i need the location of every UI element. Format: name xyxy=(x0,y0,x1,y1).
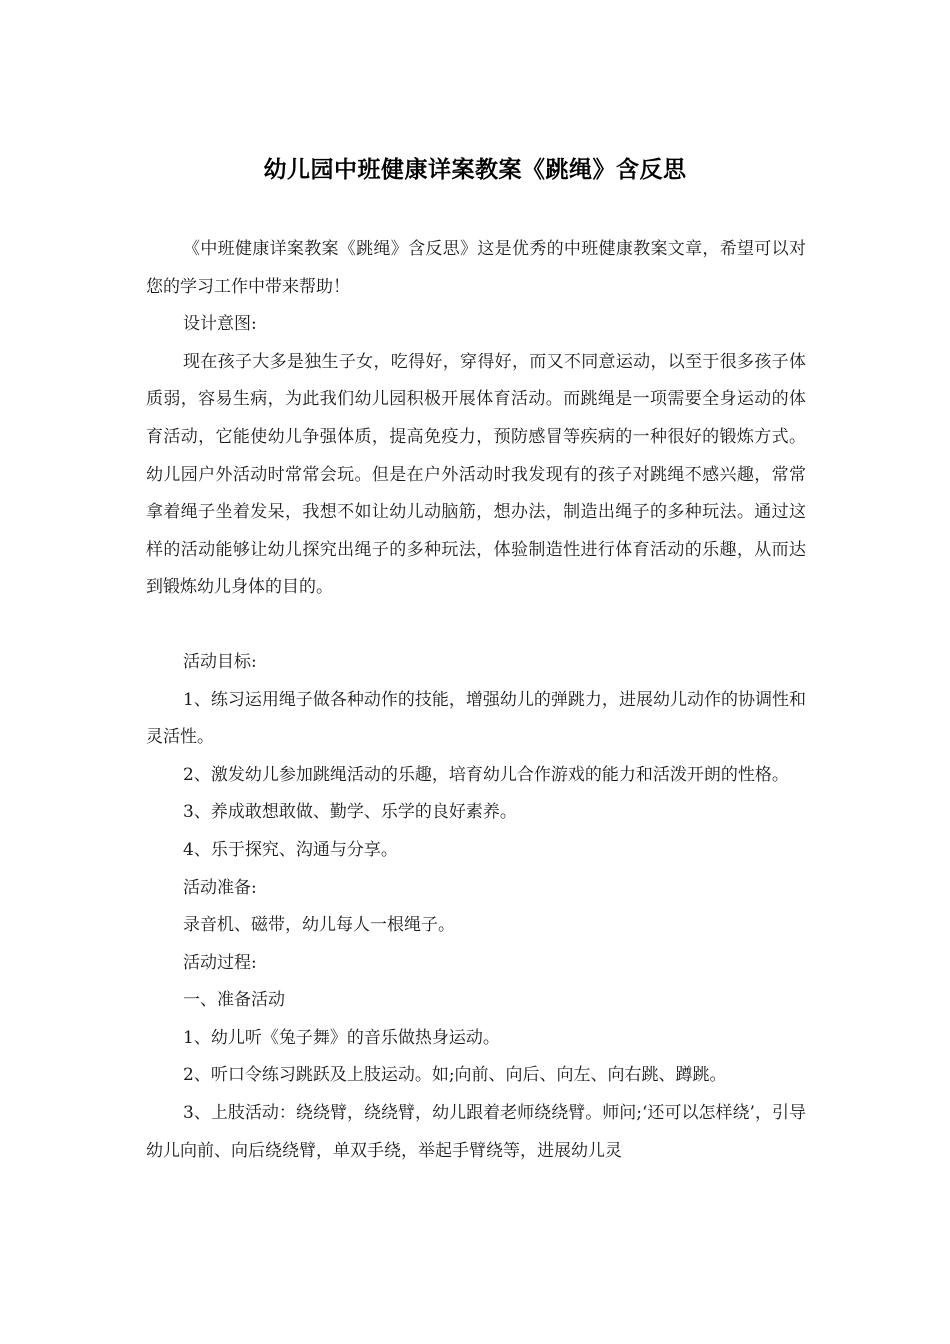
process-step-3: 3、上肢活动：绕绕臂，绕绕臂，幼儿跟着老师绕绕臂。师问;‘还可以怎样绕’，引导幼儿向前、向后绕绕臂，单双手绕，举起手臂绕等，进展幼儿灵 xyxy=(146,1103,806,1161)
design-intent-heading: 设计意图: xyxy=(183,314,257,335)
document-body xyxy=(146,231,806,1170)
goal-item-1: 1、练习运用绳子做各种动作的技能，增强幼儿的弹跳力，进展幼儿动作的协调性和灵活性。 xyxy=(146,689,806,748)
goal-item-3: 3、养成敢想敢做、勤学、乐学的良好素养。 xyxy=(183,802,517,823)
document-title: 幼儿园中班健康详案教案《跳绳》含反思 xyxy=(263,157,687,183)
process-step-2: 2、听口令练习跳跃及上肢运动。如;向前、向后、向左、向右跳、蹲跳。 xyxy=(183,1065,727,1086)
preparation-paragraph: 录音机、磁带，幼儿每人一根绳子。 xyxy=(183,915,455,936)
paragraph-spacer xyxy=(146,607,806,644)
process-section-title: 一、准备活动 xyxy=(183,990,285,1011)
process-heading: 活动过程: xyxy=(183,952,257,973)
goal-item-2: 2、激发幼儿参加跳绳活动的乐趣，培育幼儿合作游戏的能力和活泼开朗的性格。 xyxy=(183,764,789,785)
preparation-heading: 活动准备: xyxy=(183,877,257,898)
process-step-1: 1、幼儿听《兔子舞》的音乐做热身运动。 xyxy=(183,1027,500,1048)
design-intent-paragraph: 现在孩子大多是独生子女，吃得好，穿得好，而又不同意运动，以至于很多孩子体质弱，容易生病，为此我们幼儿园积极开展体育活动。而跳绳是一项需要全身运动的体育活动，它能使幼儿争强体质，提高免疫力，预防感冒等疾病的一种很好的锻炼方式。幼儿园户外活动时常常会玩。但是在户外活动时我发现有的孩子对跳绳不感兴趣，常常拿着绳子坐着发呆，我想不如让幼儿动脑筋，想办法，制造出绳子的多种玩法。通过这样的活动能够让幼儿探究出绳子的多种玩法，体验制造性进行体育活动的乐趣，从而达到锻炼幼儿身体的目的。 xyxy=(146,351,806,598)
goal-item-4: 4、乐于探究、沟通与分享。 xyxy=(183,839,398,860)
intro-paragraph: 《中班健康详案教案《跳绳》含反思》这是优秀的中班健康教案文章，希望可以对您的学习工作中带来帮助！ xyxy=(146,239,806,297)
goals-heading: 活动目标: xyxy=(183,651,257,672)
